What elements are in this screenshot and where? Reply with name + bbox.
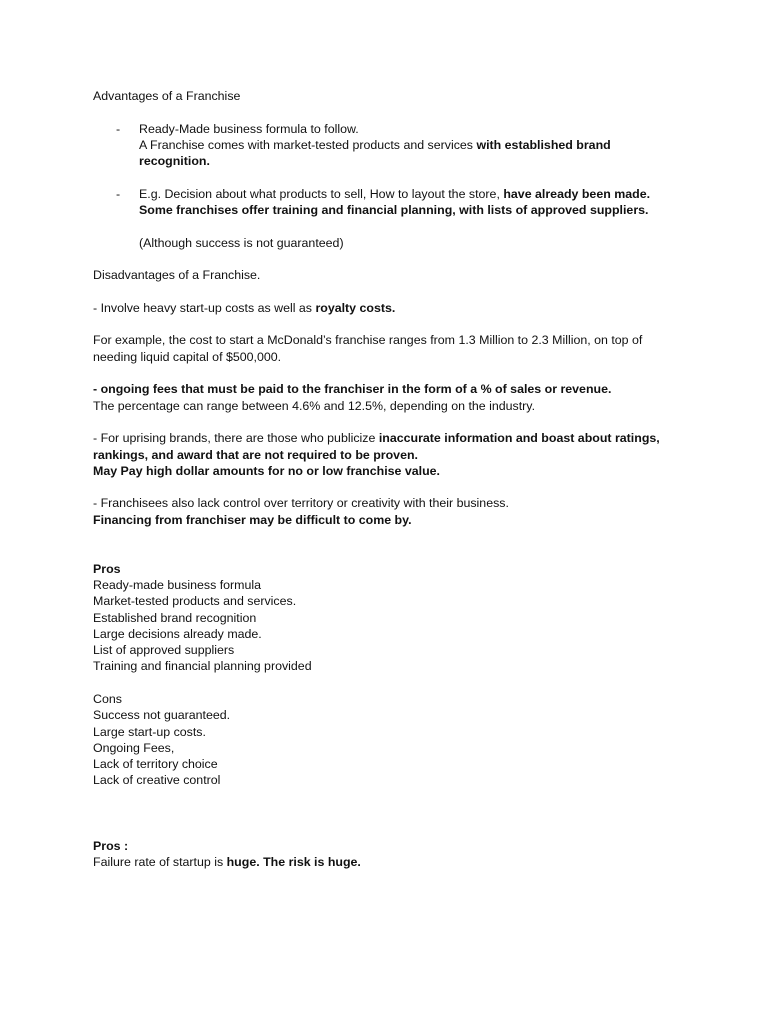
document-body — [93, 88, 683, 870]
pros-2-plain: Failure rate of startup is — [93, 854, 227, 869]
disadvantage-2-bold — [93, 381, 683, 397]
advantage-1-line-2 — [139, 137, 683, 170]
disadvantage-1-text: - Involve heavy start-up costs as well as — [93, 300, 316, 315]
pros-2-heading — [93, 838, 683, 854]
cons-item: Success not guaranteed. — [93, 708, 231, 723]
advantage-item-2 — [93, 186, 683, 219]
pros-item: Ready-made business formula — [93, 577, 262, 592]
disadvantage-3-line-2 — [93, 463, 683, 479]
pros-title: Pros — [93, 561, 121, 576]
disadvantage-3 — [93, 430, 683, 463]
advantage-1-text: A Franchise comes with market-tested products and services — [139, 137, 477, 152]
pros-item: Established brand recognition — [93, 610, 257, 625]
advantage-2-bold: have already been made. Some franchises offer training and financial planning, with lists of approved suppliers. — [139, 186, 651, 218]
pros-item: List of approved suppliers — [93, 643, 235, 658]
bullet-dash: - — [116, 186, 121, 201]
disadvantage-4-line-2 — [93, 512, 683, 528]
advantage-2-plain: E.g. Decision about what products to sell, How to layout the store, — [139, 186, 504, 201]
pros-heading — [93, 561, 683, 577]
advantage-note: (Although success is not guaranteed) — [139, 235, 344, 250]
disadvantage-1 — [93, 300, 683, 316]
disadvantage-4: - Franchisees also lack control over territory or creativity with their business. — [93, 496, 509, 511]
pros-item: Market-tested products and services. — [93, 594, 297, 609]
disadvantage-1-bold: royalty costs. — [315, 300, 396, 315]
cons-item: Ongoing Fees, — [93, 740, 175, 755]
cons-item: Lack of creative control — [93, 773, 221, 788]
disadvantage-3-bold-2: May Pay high dollar amounts for no or low franchise value. — [93, 463, 441, 478]
cons-list — [93, 707, 683, 788]
pros-item: Training and financial planning provided — [93, 659, 312, 674]
disadvantage-2-text: The percentage can range between 4.6% and 12.5%, depending on the industry. — [93, 398, 536, 413]
pros-2-bold: huge. The risk is huge. — [226, 854, 361, 869]
disadvantage-3-bold: inaccurate information and boast about ratings, rankings, and award that are not required to be proven. — [93, 431, 660, 462]
cons-item: Large start-up costs. — [93, 724, 206, 739]
disadvantage-1-example: For example, the cost to start a McDonald’s franchise ranges from 1.3 Million to 2.3 Million, on top of needing liquid capital of $500,000. — [93, 333, 643, 364]
disadvantage-2-heading: - ongoing fees that must be paid to the franchiser in the form of a % of sales or revenue. — [93, 382, 612, 397]
pros-list — [93, 577, 683, 675]
disadvantage-4-bold: Financing from franchiser may be difficult to come by. — [93, 512, 412, 527]
advantage-1-bold: with established brand recognition. — [139, 137, 611, 169]
pros-item: Large decisions already made. — [93, 626, 262, 641]
pros-2-text — [93, 854, 683, 870]
advantage-2-text — [139, 186, 683, 219]
cons-heading: Cons — [93, 691, 122, 706]
disadvantages-heading: Disadvantages of a Franchise. — [93, 268, 261, 283]
cons-item: Lack of territory choice — [93, 757, 218, 772]
advantage-1-line-1: Ready-Made business formula to follow. — [139, 121, 359, 136]
advantage-item-1 — [93, 121, 683, 170]
advantages-heading: Advantages of a Franchise — [93, 89, 241, 103]
bullet-dash: - — [116, 121, 121, 136]
disadvantage-3-text: - For uprising brands, there are those who publicize — [93, 431, 379, 446]
pros-2-title: Pros : — [93, 838, 129, 853]
